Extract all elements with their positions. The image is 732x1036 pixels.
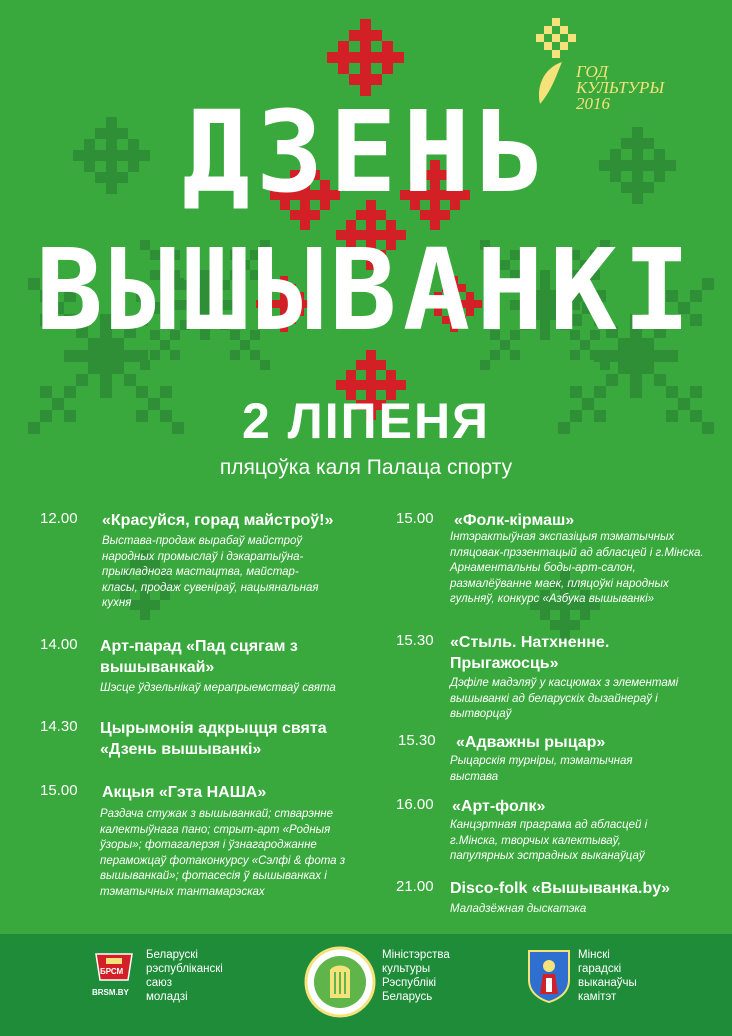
ornament-pixel	[346, 370, 356, 380]
event-time: 21.00	[396, 878, 434, 895]
ornament-pixel	[580, 610, 590, 620]
org-minsk-line: выканаўчы	[578, 977, 637, 989]
ornament-pixel	[349, 74, 360, 85]
org-brsm-line: рэспубліканскі	[146, 963, 223, 975]
event-description: Маладзёжная дыскатэка	[450, 903, 587, 915]
ornament-pixel	[366, 360, 376, 370]
ornament-pixel	[630, 374, 642, 386]
ornament-pixel	[366, 380, 376, 390]
brsm-logo-text: БРСМ	[100, 967, 124, 976]
ornament-pixel	[356, 360, 366, 370]
event-date: 2 ЛІПЕНЯ	[241, 393, 490, 449]
title-line-2: ВЫШЫВАНКІ	[35, 226, 697, 356]
ornament-pixel	[382, 41, 393, 52]
event-time: 14.30	[40, 718, 78, 735]
event-time: 15.00	[396, 510, 434, 527]
ornament-pixel	[349, 52, 360, 63]
ornament-pixel	[360, 52, 371, 63]
org-ministry-line: Рэспублікі	[382, 977, 437, 989]
title-line-1: ДЗЕНЬ	[182, 88, 550, 218]
ornament-pixel	[600, 360, 610, 370]
event-title: «Адважны рыцар»	[456, 734, 606, 751]
ornament-pixel	[338, 52, 349, 63]
ornament-pixel	[100, 374, 112, 386]
ornament-pixel	[346, 380, 356, 390]
year-logo-line2: КУЛЬТУРЫ	[576, 78, 665, 97]
footer-partners	[0, 934, 732, 1036]
org-brsm	[146, 948, 223, 1004]
org-ministry-line: Міністэрства	[382, 949, 450, 961]
event-venue: пляцоўка каля Палаца спорту	[219, 456, 513, 479]
ornament-pixel	[88, 362, 100, 374]
ornament-pixel	[124, 374, 136, 386]
org-ministry-line: Беларусь	[382, 991, 433, 1003]
ornament-pixel	[386, 370, 396, 380]
ornament-pixel	[140, 360, 150, 370]
event-time: 15.00	[40, 782, 78, 799]
org-minsk-line: камітэт	[578, 991, 617, 1003]
ornament-pixel	[371, 74, 382, 85]
minsk-coat-of-arms-icon	[526, 948, 572, 1004]
ornament-pixel	[366, 370, 376, 380]
ornament-pixel	[570, 620, 580, 630]
ornament-pixel	[349, 30, 360, 41]
org-brsm-line: моладзі	[146, 991, 188, 1003]
ornament-pixel	[382, 63, 393, 74]
ornament-pixel	[336, 380, 346, 390]
event-time: 16.00	[396, 796, 434, 813]
year-logo-line3: 2016	[576, 94, 610, 113]
ornament-pixel	[560, 620, 570, 630]
event-description: Інтэрактыўная экспазіцыя тэматычных пляцовак-прэзентацый ад абласцей і г.Мінска. Арнаментальны боды-арт-салон, размалёўванне маек, пляцоўкі народных гульняў, конкурс «Азбука вышыванкі»	[450, 531, 704, 605]
brsm-logo	[94, 950, 134, 1000]
event-description: Канцэртная праграма ад абласцей і г.Мінска, творчых калектываў, папулярных эстрадных выканаўцаў	[450, 819, 648, 862]
event-title: «Стыль. Натхненне. Прыгажосць»	[450, 634, 610, 672]
ornament-pixel	[386, 380, 396, 390]
org-minsk-line: Мінскі	[578, 949, 610, 961]
ornament-pixel	[356, 380, 366, 390]
event-description: Шэсце ўдзельнікаў мерапрыемстваў свята	[100, 682, 336, 694]
ornament-pixel	[112, 362, 124, 374]
ornament-pixel	[376, 360, 386, 370]
event-description: Раздача стужак з вышыванкай; стварэнне калектыўнага пано; стрыт-арт «Родныя ўзоры»; фотагалерэя і ўзнагароджанне пераможцаў фотаконкурсу «Сэлфі & фота з вышыванкай»; фотасесія ў вышыванках і тэматычных тантамарэсках	[100, 808, 346, 898]
ornament-pixel	[480, 360, 490, 370]
ornament-pixel	[606, 374, 618, 386]
ornament-pixel	[540, 610, 550, 620]
ornament-pixel	[76, 374, 88, 386]
event-time: 12.00	[40, 510, 78, 527]
event-title: «Арт-фолк»	[452, 798, 546, 815]
ornament-pixel	[396, 380, 406, 390]
ornament-pixel	[338, 63, 349, 74]
event-time: 15.30	[398, 732, 436, 749]
ornament-pixel	[393, 52, 404, 63]
ornament-pixel	[360, 63, 371, 74]
ornament-pixel	[100, 362, 112, 374]
ornament-pixel	[338, 41, 349, 52]
ornament-pixel	[382, 52, 393, 63]
ornament-pixel	[550, 620, 560, 630]
ornament-pixel	[376, 380, 386, 390]
org-brsm-line: саюз	[146, 977, 173, 989]
ornament-pixel	[327, 52, 338, 63]
ornament-pixel	[630, 362, 642, 374]
event-time: 15.30	[396, 632, 434, 649]
event-title: «Красуйся, горад майстроў!»	[102, 512, 334, 529]
org-minsk-executive-committee	[578, 948, 637, 1004]
ornament-pixel	[360, 74, 371, 85]
org-brsm-line: Беларускі	[146, 949, 198, 961]
event-description: Рыцарскія турніры, тэматычная выстава	[450, 755, 633, 783]
event-title: Disco-folk «Вышыванка.by»	[450, 880, 671, 897]
ornament-pixel	[260, 360, 270, 370]
event-title: Цырымонія адкрыцця свята «Дзень вышыванкі»	[100, 720, 327, 758]
org-ministry	[382, 948, 450, 1004]
org-ministry-line: культуры	[382, 963, 431, 975]
ornament-pixel	[654, 374, 666, 386]
event-title: «Фолк-кірмаш»	[454, 512, 575, 529]
year-logo-line1: ГОД	[576, 62, 609, 81]
ornament-pixel	[360, 30, 371, 41]
ornament-pixel	[371, 52, 382, 63]
event-title: Акцыя «Гэта НАША»	[102, 784, 267, 801]
brsm-website: BRSM.BY	[92, 988, 129, 997]
ministry-of-culture-emblem-icon	[304, 946, 376, 1018]
ornament-pixel	[371, 30, 382, 41]
event-description: Выстава-продаж вырабаў майстроў народных промыслаў і дэкаратыўна-прыкладнога мастацтва, майстар-класы, продаж сувеніраў, нацыянальная кухня	[102, 535, 319, 609]
event-title: Арт-парад «Пад сцягам з вышыванкай»	[100, 638, 298, 676]
ornament-pixel	[360, 19, 371, 30]
ornament-pixel	[642, 362, 654, 374]
org-minsk-line: гарадскі	[578, 963, 622, 975]
event-time: 14.00	[40, 636, 78, 653]
ornament-pixel	[140, 610, 150, 620]
ornament-pixel	[360, 41, 371, 52]
event-description: Дэфіле мадэляў у касцюмах з элементамі вышыванкі ад беларускіх дызайнераў і вытворцаў	[450, 677, 679, 720]
ornament-pixel	[618, 362, 630, 374]
ornament-pixel	[560, 610, 570, 620]
